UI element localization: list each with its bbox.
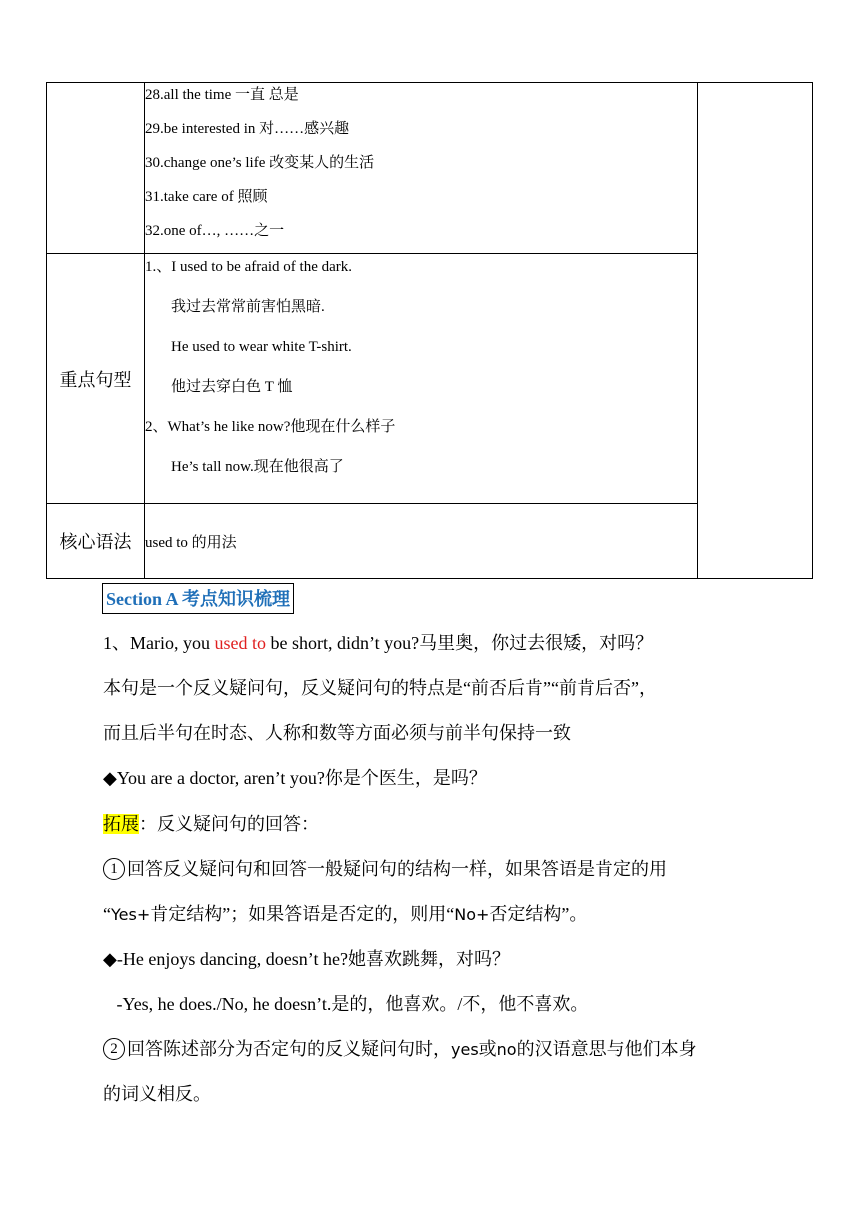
example-dancing-a: -Yes, he does./No, he doesn’t.是的，他喜欢。/不，他不喜欢。 bbox=[103, 994, 589, 1014]
phrase-item: 31.take care of 照顾 bbox=[145, 189, 268, 205]
section-title: Section A 考点知识梳理 bbox=[102, 583, 294, 614]
sentence-2: 2、What’s he like now?他现在什么样子 bbox=[145, 419, 396, 435]
explanation-line-2: 而且后半句在时态、人称和数等方面必须与前半句保持一致 bbox=[103, 723, 571, 743]
grammar-label: 核心语法 bbox=[47, 504, 145, 579]
explanation-line-1: 本句是一个反义疑问句，反义疑问句的特点是“前否后肯”“前肯后否”， bbox=[103, 678, 657, 698]
text: No+ bbox=[454, 905, 490, 924]
text: 肯定结构”；如果答语是否定的，则用“ bbox=[150, 904, 455, 924]
text: Yes+ bbox=[111, 905, 151, 924]
text: 或 bbox=[478, 1039, 497, 1059]
rule-2 bbox=[103, 1035, 697, 1062]
sentence-1: 1.、I used to be afraid of the dark. bbox=[145, 259, 353, 275]
phrase-list bbox=[145, 83, 698, 254]
key-sentences bbox=[145, 254, 698, 504]
vocab-table bbox=[46, 82, 813, 579]
text: 的汉语意思与他们本身 bbox=[516, 1039, 697, 1059]
example-dancing-q: ◆-He enjoys dancing, doesn’t he?她喜欢跳舞，对吗？ bbox=[103, 949, 510, 969]
circled-number-1: 1 bbox=[103, 858, 125, 880]
phrase-item: 30.change one’s life 改变某人的生活 bbox=[145, 155, 375, 171]
circled-number-2: 2 bbox=[103, 1038, 125, 1060]
sentence-1b: He used to wear white T-shirt. bbox=[171, 339, 352, 355]
phrase-item: 32.one of…, ……之一 bbox=[145, 223, 285, 239]
extension-heading bbox=[103, 810, 319, 836]
text: ：反义疑问句的回答： bbox=[139, 814, 319, 834]
text: 否定结构”。 bbox=[489, 904, 588, 924]
phrase-item: 29.be interested in 对……感兴趣 bbox=[145, 121, 350, 137]
sentence-2b: He’s tall now.现在他很高了 bbox=[171, 459, 344, 475]
sentence-1b-cn: 他过去穿白色 T 恤 bbox=[171, 379, 293, 395]
extension-highlight: 拓展 bbox=[103, 814, 139, 834]
key-sentences-label: 重点句型 bbox=[47, 254, 145, 504]
text: “ bbox=[103, 904, 111, 924]
rule-1 bbox=[103, 855, 667, 882]
text: yes bbox=[451, 1040, 479, 1059]
example-doctor: ◆You are a doctor, aren’t you?你是个医生，是吗？ bbox=[103, 768, 487, 788]
example-sentence-1 bbox=[103, 629, 653, 655]
text: 回答反义疑问句和回答一般疑问句的结构一样，如果答语是肯定的用 bbox=[127, 859, 667, 879]
highlight-used-to: used to bbox=[214, 633, 266, 653]
text: be short, didn’t you?马里奥，你过去很矮，对吗？ bbox=[266, 633, 654, 653]
phrase-item: 28.all the time 一直 总是 bbox=[145, 87, 299, 103]
text: 1、Mario, you bbox=[103, 633, 215, 653]
text: 回答陈述部分为否定句的反义疑问句时， bbox=[127, 1039, 451, 1059]
rule-1-continued bbox=[103, 900, 587, 926]
text: no bbox=[496, 1040, 517, 1059]
grammar-text: used to 的用法 bbox=[145, 504, 698, 579]
rule-2-continued: 的词义相反。 bbox=[103, 1084, 211, 1104]
notes-column bbox=[698, 83, 813, 579]
empty-label-cell bbox=[47, 83, 145, 254]
sentence-1-cn: 我过去常常前害怕黑暗. bbox=[171, 299, 325, 315]
